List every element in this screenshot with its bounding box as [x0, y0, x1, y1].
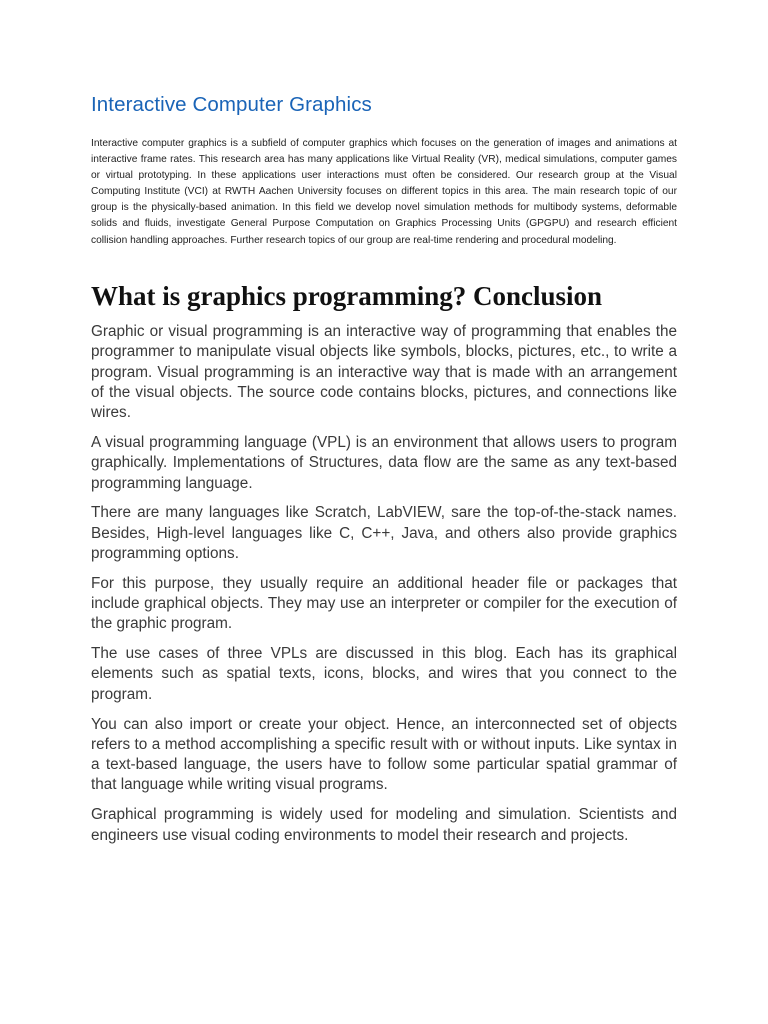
body-paragraph-2: A visual programming language (VPL) is an environment that allows users to program graphically. Implementations of Structures, data flow are the same as any text-based programming language. — [91, 433, 677, 492]
article-body — [91, 322, 677, 855]
intro-paragraph: Interactive computer graphics is a subfield of computer graphics which focuses on the generation of images and animations at interactive frame rates. This research area has many applications like Virtual Reality (VR), medical simulations, computer games or virtual prototyping. In these applications user interactions must often be considered. Our research group at the Visual Computing Institute (VCI) at RWTH Aachen University focuses on different topics in this area. The main research topic of our group is the physically-based animation. In this field we develop novel simulation methods for multibody systems, deformable solids and fluids, investigate General Purpose Computation on Graphics Processing Units (GPGPU) and research efficient collision handling approaches. Further research topics of our group are real-time rendering and procedural modeling. — [91, 138, 677, 246]
body-paragraph-1: Graphic or visual programming is an interactive way of programming that enables the programmer to manipulate visual objects like symbols, blocks, pictures, etc., to write a program. Visual programming is an interactive way that is made with an arrangement of the visual objects. The source code contains blocks, pictures, and connections like wires. — [91, 323, 677, 422]
main-heading: What is graphics programming? Conclusion — [91, 281, 603, 311]
section-title: Interactive Computer Graphics — [91, 93, 372, 116]
body-paragraph-4: For this purpose, they usually require an additional header file or packages that include graphical objects. They may use an interpreter or compiler for the execution of the graphic program. — [91, 574, 677, 633]
body-paragraph-7: Graphical programming is widely used for modeling and simulation. Scientists and engineers use visual coding environments to model their research and projects. — [91, 806, 677, 844]
body-paragraph-5: The use cases of three VPLs are discussed in this blog. Each has its graphical elements such as spatial texts, icons, blocks, and wires that you connect to the program. — [91, 645, 677, 703]
body-paragraph-3: There are many languages like Scratch, LabVIEW, sare the top-of-the-stack names. Besides, High-level languages like C, C++, Java, and others also provide graphics programming options. — [91, 504, 677, 562]
body-paragraph-6: You can also import or create your object. Hence, an interconnected set of objects refers to a method accomplishing a specific result with or without inputs. Like syntax in a text-based language, the users have to follow some particular spatial grammar of that language while writing visual programs. — [91, 715, 677, 794]
